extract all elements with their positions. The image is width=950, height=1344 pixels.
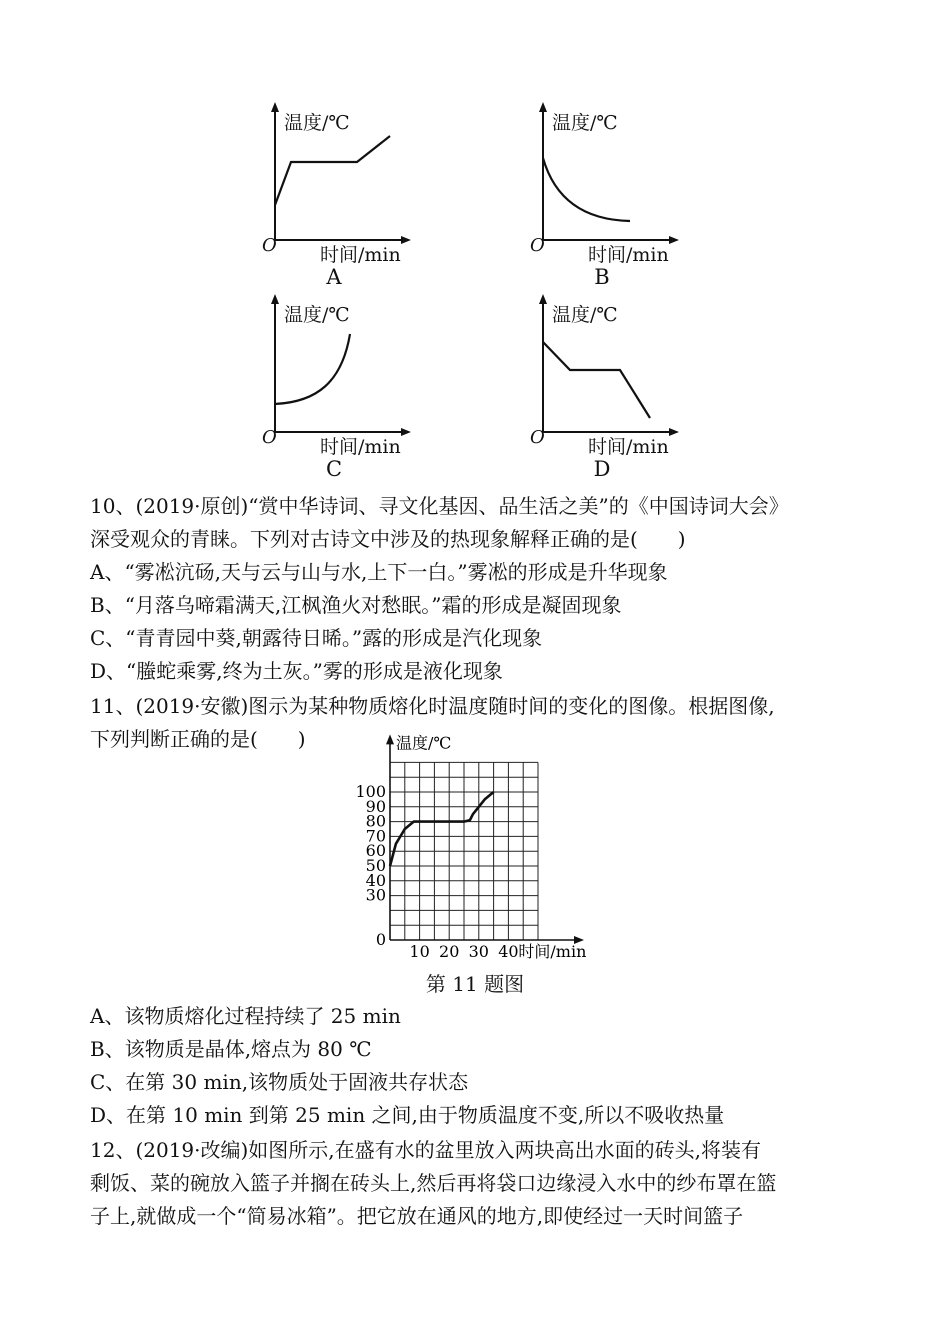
y-tick-label: 90: [365, 796, 386, 816]
x-tick-label: 30: [468, 942, 489, 961]
graph-option-d: [530, 292, 680, 482]
q11-option-d: D、在第 10 min 到第 25 min 之间,由于物质温度不变,所以不吸收热量: [90, 1103, 725, 1127]
graph-c-xlabel: 时间/min: [320, 436, 401, 458]
q12-stem-line1: 12、(2019·改编)如图所示,在盛有水的盆里放入两块高出水面的砖头,将装有: [90, 1138, 762, 1162]
q11-stem-line2: 下列判断正确的是( ): [90, 727, 306, 751]
graph-c-curve: [275, 334, 350, 404]
y-tick-label: 50: [365, 856, 386, 875]
graph-c-label: C: [325, 457, 343, 481]
graph-a-curve: [275, 136, 390, 205]
y-tick-label: 70: [365, 826, 386, 846]
y-tick-label: 40: [365, 870, 386, 890]
graph-c-ylabel: 温度/℃: [284, 304, 350, 326]
y-tick-label: 60: [365, 841, 386, 861]
graph-c-origin: O: [262, 427, 277, 448]
q11-chart: [340, 733, 610, 970]
q11-caption: 第 11 题图: [425, 972, 525, 996]
graph-a-label: A: [326, 265, 342, 289]
graph-d-curve: [543, 342, 650, 418]
q10-option-c: C、“青青园中葵,朝露待日晞。”露的形成是汽化现象: [90, 626, 543, 650]
q11-stem-line1: 11、(2019·安徽)图示为某种物质熔化时温度随时间的变化的图像。根据图像,: [90, 694, 775, 718]
q11-chart-svg: [340, 733, 610, 970]
graph-b-ylabel: 温度/℃: [552, 112, 618, 134]
graph-option-b: [530, 100, 680, 290]
x-tick-label: 20: [439, 942, 460, 961]
q10-stem-line2: 深受观众的青睐。下列对古诗文中涉及的热现象解释正确的是( ): [90, 527, 686, 551]
x-tick-label: 40: [498, 942, 519, 961]
q11-option-c: C、在第 30 min,该物质处于固液共存状态: [90, 1070, 469, 1094]
graph-option-a: [262, 100, 412, 290]
graph-d-origin: O: [530, 427, 545, 448]
graph-a-ylabel: 温度/℃: [284, 112, 350, 134]
q10-option-d: D、“螣蛇乘雾,终为土灰。”雾的形成是液化现象: [90, 659, 503, 683]
graph-option-c: [262, 292, 412, 482]
q11-option-b: B、该物质是晶体,熔点为 80 ℃: [90, 1037, 372, 1061]
graph-a-origin: O: [262, 235, 277, 256]
graph-b-curve: [543, 158, 630, 221]
y-tick-label: 100: [355, 782, 386, 801]
graph-d-ylabel: 温度/℃: [552, 304, 618, 326]
melting-curve: [390, 792, 494, 866]
y-axis-label: 温度/℃: [396, 733, 452, 753]
q10-stem-line1: 10、(2019·原创)“赏中华诗词、寻文化基因、品生活之美”的《中国诗词大会》: [90, 494, 789, 518]
x-axis-label: 时间/min: [518, 942, 587, 961]
q10-option-a: A、“雾凇沆砀,天与云与山与水,上下一白。”雾凇的形成是升华现象: [90, 560, 668, 584]
q12-stem-line2: 剩饭、菜的碗放入篮子并搁在砖头上,然后再将袋口边缘浸入水中的纱布罩在篮: [90, 1171, 777, 1195]
graph-d-xlabel: 时间/min: [588, 436, 669, 458]
y-tick-label: 30: [365, 885, 386, 905]
q12-stem-line3: 子上,就做成一个“简易冰箱”。把它放在通风的地方,即使经过一天时间篮子: [90, 1204, 744, 1228]
y-tick-label: 0: [375, 930, 386, 949]
graph-b-xlabel: 时间/min: [588, 244, 669, 266]
q10-option-b: B、“月落乌啼霜满天,江枫渔火对愁眠。”霜的形成是凝固现象: [90, 593, 622, 617]
graph-b-origin: O: [530, 235, 545, 256]
y-tick-label: 80: [365, 811, 386, 831]
q11-option-a: A、该物质熔化过程持续了 25 min: [90, 1004, 401, 1028]
x-tick-label: 10: [409, 942, 430, 961]
graph-d-label: D: [593, 457, 611, 481]
graph-b-label: B: [594, 265, 610, 289]
graph-a-xlabel: 时间/min: [320, 244, 401, 266]
